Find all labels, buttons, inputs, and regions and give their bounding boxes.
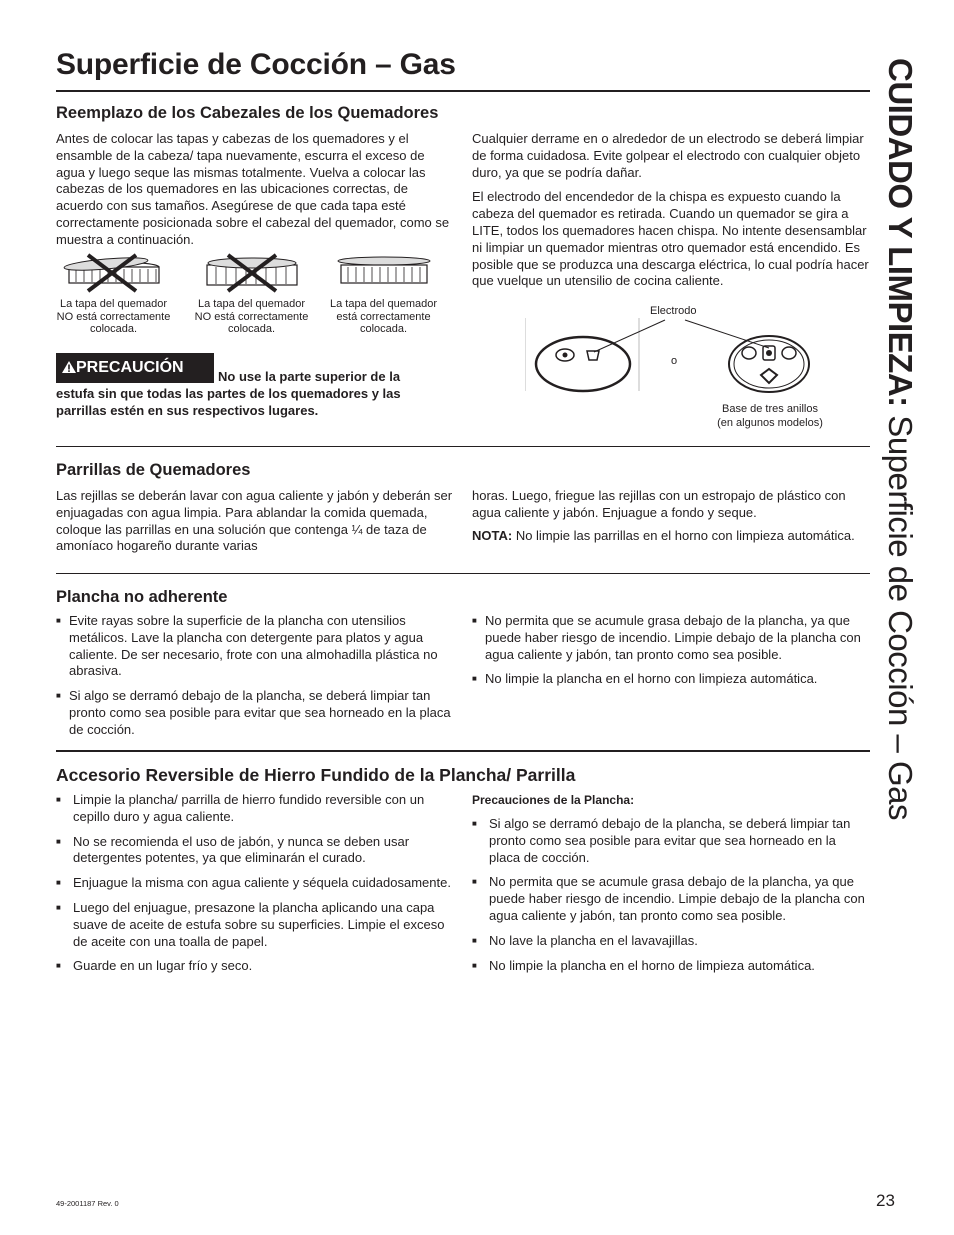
side-tab-text [880, 58, 920, 820]
three-ring-label-line-2: (en algunos modelos) [717, 416, 823, 429]
list-item: ■ Guarde en un lugar frío y seco. [56, 958, 454, 975]
list-item: ■ Enjuague la misma con agua caliente y séquela cuidadosamente. [56, 875, 454, 892]
section-divider-1 [56, 446, 870, 447]
cap-caption-1: La tapa del quemador NO está correctamente colocada. [56, 298, 171, 336]
cast-iron-list-left [56, 792, 454, 983]
cap-illustration-incorrect-2 [194, 253, 309, 336]
list-item: ■ No permita que se acumule grasa debajo de la plancha, ya que puede haber riesgo de incendio. Limpie debajo de la plancha con agua caliente y jabón, tan pronto como sea posible. [472, 874, 870, 924]
electrode-label: Electrodo [650, 305, 697, 317]
list-item: ■ No limpie la plancha en el horno de limpieza automática. [472, 958, 870, 975]
grates-text-left: Las rejillas se deberán lavar con agua caliente y jabón y deberán ser enjuagadas con agua limpia. Para ablandar la comida quemada, coloque las parrillas en una solución que contenga ¼ de taza de amoníaco hogareño durante varias [56, 488, 453, 554]
cap-caption-2: La tapa del quemador NO está correctamente colocada. [194, 298, 309, 336]
cap-illustration-correct [326, 253, 441, 336]
burner-heads-intro: Antes de colocar las tapas y cabezas de los quemadores y el ensamble de la cabeza/ tapa nuevamente, escurra el exceso de agua y luego seque las mismas totalmente. Vuelva a colocar las cabezas de los quemadores en las ubicaciones correctas, de acuerdo con sus tamaños. Asegúrese de que cada tapa esté correctamente posicionada sobre el cabezal del quemador, como se muestra a continuación. [56, 131, 450, 247]
burner-cap-incorrect-icon [194, 253, 309, 293]
page-title: Superficie de Cocción – Gas [56, 48, 456, 81]
electrode-paragraph-1: Cualquier derrame en o alrededor de un electrodo se deberá limpiar de forma cuidadosa. Evite golpear el electrodo con cualquier objeto duro, ya que se podría dañar. [472, 131, 864, 180]
burner-cap-illustrations [56, 253, 456, 348]
burner-cap-correct-icon [326, 253, 441, 293]
grates-note-label: NOTA: [472, 527, 513, 543]
list-item: ■ No lave la plancha en el lavavajillas. [472, 933, 870, 950]
list-item: ■ Si algo se derramó debajo de la plancha, se deberá limpiar tan pronto como sea posible para evitar que sea horneado en la placa de cocción. [56, 688, 454, 738]
cap-illustration-incorrect-1 [56, 253, 171, 336]
electrode-diagram [525, 318, 845, 394]
side-tab-bold: CUIDADO Y LIMPIEZA: [882, 58, 919, 407]
electrode-column [472, 131, 870, 298]
list-item: ■ Luego del enjuague, presazone la plancha aplicando una capa suave de aceite de estufa sobre su superficies. Limpie el exceso de aceite con una toalla de papel. [56, 900, 454, 950]
list-item: ■ Evite rayas sobre la superficie de la plancha con utensilios metálicos. Lave la plancha con detergente para platos y agua caliente. De ser necesario, frote con una almohadilla plástica no abrasiva. [56, 613, 454, 680]
list-item: ■ No se recomienda el uso de jabón, y nunca se deben usar detergentes potentes, ya que eliminarán el curado. [56, 834, 454, 868]
burner-cap-incorrect-icon [56, 253, 171, 293]
griddle-precautions-heading: Precauciones de la Plancha: [472, 793, 635, 807]
page-number: 23 [876, 1191, 895, 1210]
section-heading-burner-heads: Reemplazo de los Cabezales de los Quemadores [56, 104, 439, 122]
nonstick-list-left [56, 613, 454, 747]
title-divider [56, 90, 870, 92]
list-item: ■ No limpie la plancha en el horno con limpieza automática. [472, 671, 870, 688]
grates-note [472, 528, 870, 545]
grates-note-text: No limpie las parrillas en el horno con limpieza automática. [512, 527, 855, 543]
or-label: o [671, 355, 678, 367]
section-heading-cast-iron: Accesorio Reversible de Hierro Fundido de la Plancha/ Parrilla [56, 765, 576, 785]
list-item: ■ No permita que se acumule grasa debajo de la plancha, ya que puede haber riesgo de incendio. Limpie debajo de la plancha con agua caliente y jabón, tan pronto como sea posible. [472, 613, 870, 663]
cap-caption-3: La tapa del quemador está correctamente colocada. [329, 298, 438, 336]
section-heading-nonstick-griddle: Plancha no adherente [56, 588, 228, 606]
list-item: ■ Limpie la plancha/ parrilla de hierro fundido reversible con un cepillo duro y agua caliente. [56, 792, 454, 826]
side-tab-regular: Superficie de Cocción – Gas [882, 406, 919, 821]
section-heading-grates: Parrillas de Quemadores [56, 461, 251, 479]
side-tab [870, 58, 930, 821]
document-number: 49-2001187 Rev. 0 [56, 1199, 119, 1208]
grates-column-right [472, 488, 870, 552]
caution-label-text: PRECAUCIÓN [76, 359, 184, 376]
nonstick-list-right [472, 613, 870, 696]
list-item: ■ Si algo se derramó debajo de la plancha, se deberá limpiar tan pronto como sea posible para evitar que sea horneado en la placa de cocción. [472, 816, 870, 866]
electrode-paragraph-2: El electrodo del encendedor de la chispa es expuesto cuando la cabeza del quemador es retirada. Cuando un quemador se gira a LITE, todos los quemadores hacen chispa. No intente desensamblar ni limpiar un quemador mientras otro quemador está encendido. Es posible que se produzca una descarga eléctrica, lo cual podría hacer que vuelque un utensilio de cocina caliente. [472, 189, 869, 289]
cast-iron-list-right [472, 816, 870, 982]
three-ring-label-line-1: Base de tres anillos [722, 403, 818, 415]
caution-text: No use la parte superior de la estufa sin que todas las partes de los quemadores y las parrillas estén en sus respectivos lugares. [56, 369, 401, 418]
section-divider-2 [56, 573, 870, 574]
section-divider-3 [56, 750, 870, 752]
grates-text-right: horas. Luego, friegue las rejillas con un estropajo de plástico con agua caliente y jabón. Enjuague a fondo y seque. [472, 488, 846, 520]
three-ring-label [700, 403, 840, 430]
